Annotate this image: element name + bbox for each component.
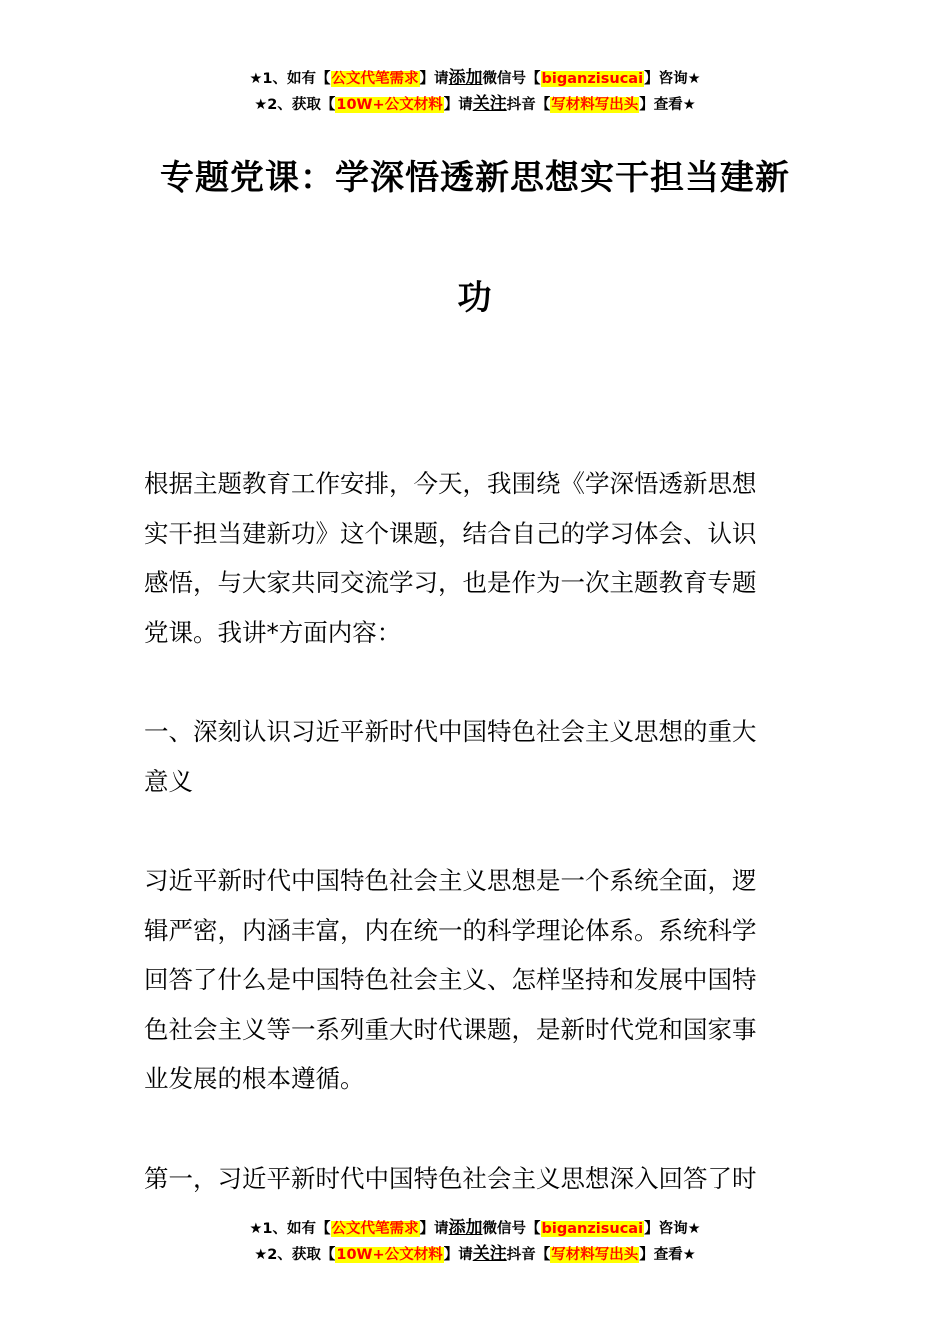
paragraph-line: 色社会主义等一系列重大时代课题，是新时代党和国家事 xyxy=(144,1014,757,1044)
section-heading-1 xyxy=(144,707,814,806)
promo-highlight: biganzisucai xyxy=(541,1221,644,1237)
promo-emphasis: 添加 xyxy=(448,1218,483,1238)
paragraph-line: 一、深刻认识习近平新时代中国特色社会主义思想的重大 xyxy=(144,717,757,746)
paragraph-line: 党课。我讲*方面内容： xyxy=(144,617,402,647)
promo-highlight: 10W+公文材料 xyxy=(336,97,443,113)
promo-text: 】请 xyxy=(443,97,473,113)
promo-text: 】咨询★ xyxy=(644,71,701,87)
promo-text: 抖音【 xyxy=(506,97,551,113)
promo-text: ★1、如有【 xyxy=(249,71,331,87)
paragraph-line: 感悟，与大家共同交流学习，也是作为一次主题教育专题 xyxy=(144,568,757,597)
promo-text: ★1、如有【 xyxy=(249,1221,331,1237)
paragraph-line: 习近平新时代中国特色社会主义思想是一个系统全面，逻 xyxy=(144,866,757,895)
paragraph-line: 辑严密，内涵丰富，内在统一的科学理论体系。系统科学 xyxy=(144,915,757,945)
promo-banner-top xyxy=(0,66,950,118)
document-title-line-1: 专题党课：学深悟透新思想实干担当建新 xyxy=(160,158,790,198)
promo-text: 抖音【 xyxy=(506,1247,551,1263)
promo-line-1 xyxy=(0,1216,950,1242)
promo-banner-bottom xyxy=(0,1216,950,1268)
promo-text: 】查看★ xyxy=(639,1247,696,1263)
promo-line-2 xyxy=(0,1242,950,1268)
promo-emphasis: 关注 xyxy=(472,94,507,114)
promo-text: 】请 xyxy=(419,71,449,87)
promo-line-2 xyxy=(0,92,950,118)
promo-line-1 xyxy=(0,66,950,92)
promo-emphasis: 添加 xyxy=(448,68,483,88)
promo-emphasis: 关注 xyxy=(472,1244,507,1264)
document-title-line-2: 功 xyxy=(457,278,493,318)
paragraph-line: 业发展的根本遵循。 xyxy=(144,1064,365,1093)
promo-highlight: 10W+公文材料 xyxy=(336,1247,443,1263)
paragraph-body-2 xyxy=(144,1154,814,1204)
paragraph-intro xyxy=(144,459,814,657)
promo-text: 】查看★ xyxy=(639,97,696,113)
promo-text: 微信号【 xyxy=(482,71,541,87)
paragraph-body-1 xyxy=(144,856,814,1104)
paragraph-line: 实干担当建新功》这个课题，结合自己的学习体会、认识 xyxy=(144,518,757,548)
paragraph-line: 意义 xyxy=(144,766,193,796)
promo-text: 】请 xyxy=(443,1247,473,1263)
promo-highlight: biganzisucai xyxy=(541,71,644,87)
promo-highlight: 写材料写出头 xyxy=(551,97,639,113)
promo-highlight: 公文代笔需求 xyxy=(331,71,419,87)
promo-text: 微信号【 xyxy=(482,1221,541,1237)
paragraph-line: 第一，习近平新时代中国特色社会主义思想深入回答了时 xyxy=(144,1164,757,1193)
promo-highlight: 公文代笔需求 xyxy=(331,1221,419,1237)
paragraph-line: 根据主题教育工作安排，今天，我围绕《学深悟透新思想 xyxy=(144,469,757,498)
promo-text: 】请 xyxy=(419,1221,449,1237)
promo-highlight: 写材料写出头 xyxy=(551,1247,639,1263)
promo-text: ★2、获取【 xyxy=(254,1247,336,1263)
promo-text: ★2、获取【 xyxy=(254,97,336,113)
paragraph-line: 回答了什么是中国特色社会主义、怎样坚持和发展中国特 xyxy=(144,965,757,994)
promo-text: 】咨询★ xyxy=(644,1221,701,1237)
